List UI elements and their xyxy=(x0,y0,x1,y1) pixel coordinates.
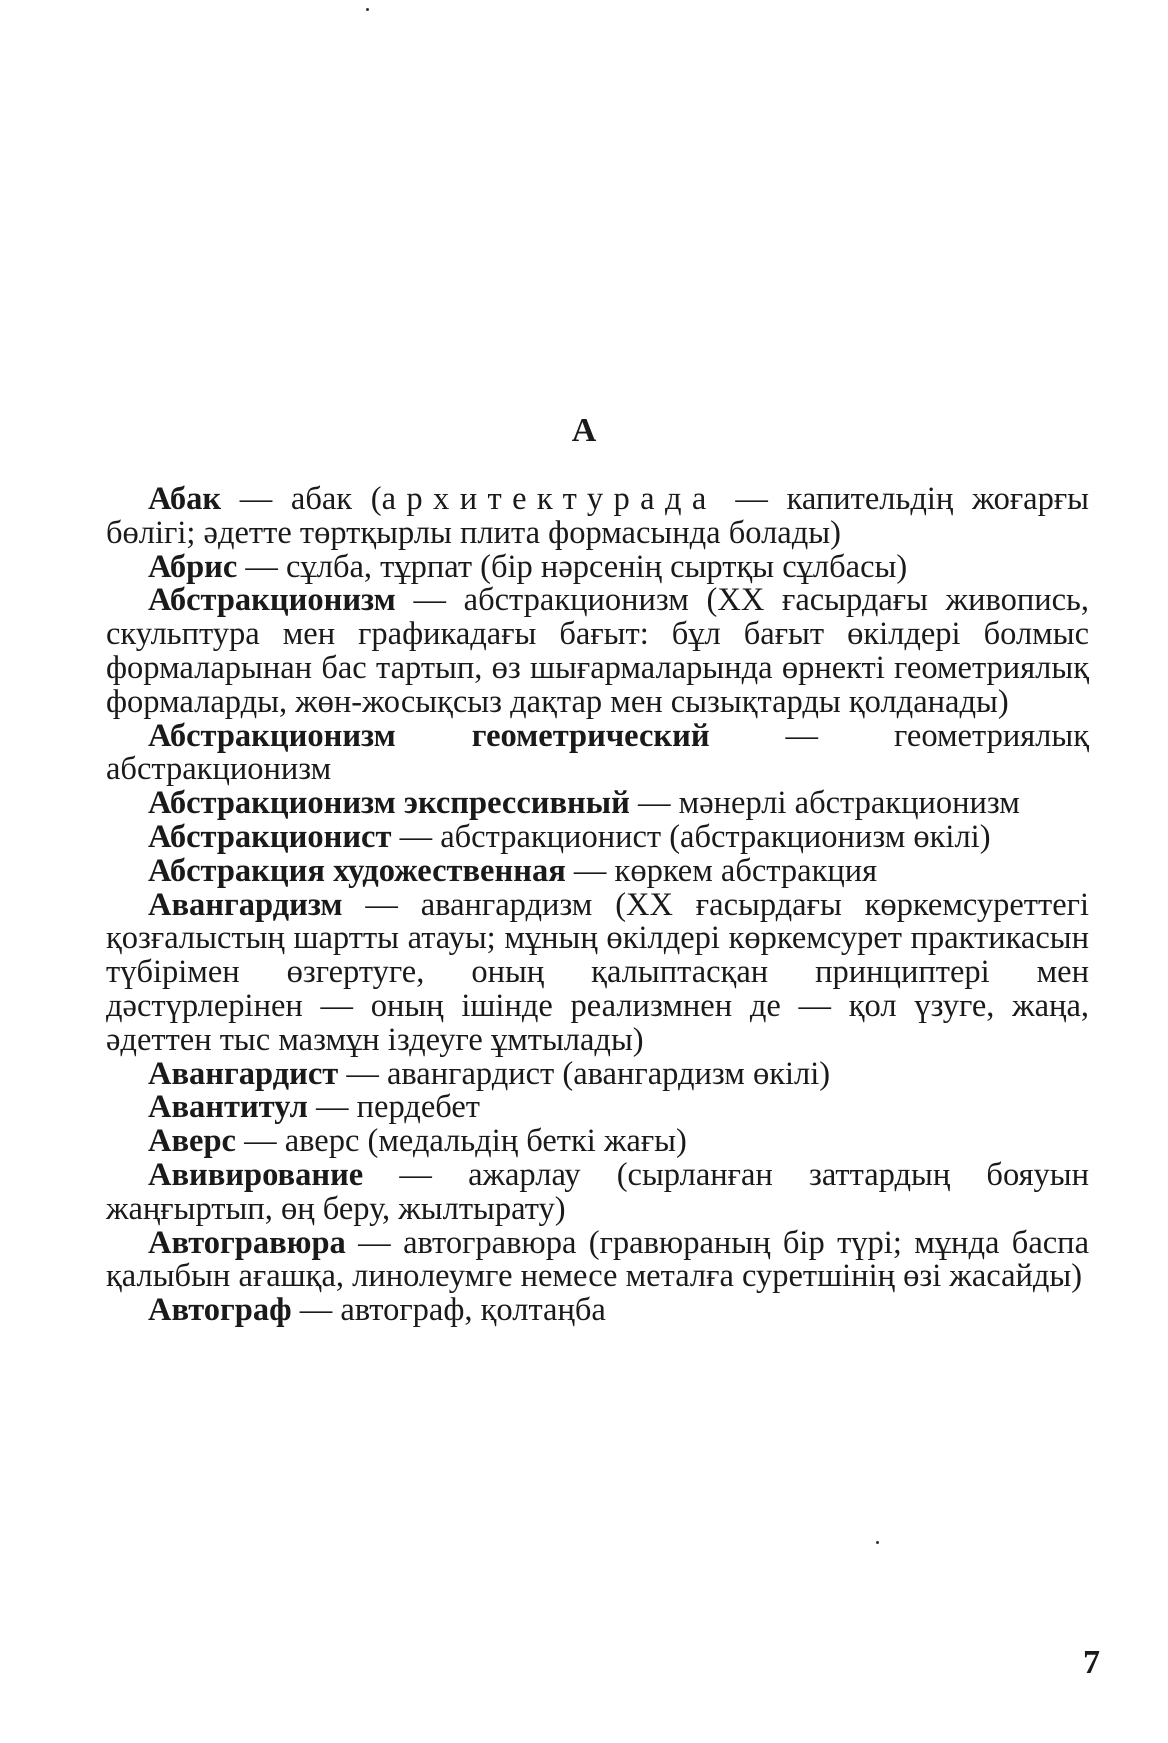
entry-definition: мәнерлі абстракционизм xyxy=(678,785,1020,822)
entry-definition: авангардизм (XX ғасырдағы көркемсуреттегі қозғалыстың шартты атауы; мұның өкілдері көркемсурет практикасын түбірімен өзгертуге, оның қалыптасқан принциптері мен дәстүрлерінен — оның ішінде реализмнен де — қол үзуге, жаңа, әдеттен тыс мазмұн іздеуге ұмтылады) xyxy=(106,886,1089,1058)
entry-definition: абстракционизм (XX ғасырдағы живопись, скульптура мен графикадағы бағыт: бұл бағыт өкілдері болмыс формаларынан бас тартып, өз шығармаларында өрнекті геометриялық формаларды, жөн-жосықсыз дақтар мен сызықтарды қолданады) xyxy=(106,582,1090,720)
dictionary-entry xyxy=(106,1091,1089,1125)
entry-dash: — xyxy=(565,852,615,889)
print-speck xyxy=(876,1541,879,1544)
entry-term: Авантитул xyxy=(148,1089,308,1126)
entry-term: Абстракционист xyxy=(148,818,392,855)
entry-definition-prefix: абак ( xyxy=(290,481,382,517)
entry-dash: — xyxy=(345,1224,404,1261)
dictionary-entry xyxy=(106,584,1089,719)
entry-term: Абрис xyxy=(148,548,238,585)
entry-definition: авангардист (авангардизм өкілі) xyxy=(386,1055,831,1092)
entry-term: Абстракция художественная xyxy=(148,852,566,889)
dictionary-entry xyxy=(106,818,1089,855)
page-number: 7 xyxy=(1083,1644,1100,1681)
entry-dash: — xyxy=(395,582,464,619)
dictionary-entry xyxy=(106,1156,1090,1227)
dictionary-entry xyxy=(106,1224,1089,1295)
dictionary-entry xyxy=(106,483,1089,551)
entry-dash: — xyxy=(338,1055,387,1092)
dictionary-entry xyxy=(106,1125,1089,1159)
entry-dash: — xyxy=(363,1156,469,1193)
entry-definition: пердебет xyxy=(356,1089,480,1126)
entry-dash: — xyxy=(709,717,895,754)
entry-definition: ажарлау (сырланған заттардың бояуын жаңғыртып, өң беру, жылтырату) xyxy=(106,1156,1090,1227)
entry-term: Аверс xyxy=(148,1123,236,1160)
entry-dash: — xyxy=(629,785,679,822)
entry-term: Абстракционизм экспрессивный xyxy=(148,785,630,822)
print-speck xyxy=(366,8,369,11)
entry-definition: — капительдің жоғарғы бөлігі; әдетте төртқырлы плита формасында болады) xyxy=(106,481,1090,551)
dictionary-entry xyxy=(106,1294,1089,1328)
entry-definition: аверс (медальдің беткі жағы) xyxy=(284,1123,687,1160)
dictionary-entry xyxy=(106,1055,1089,1092)
entry-dash: — xyxy=(221,481,291,517)
section-letter: А xyxy=(571,412,597,449)
entry-dash: — xyxy=(307,1089,357,1126)
entry-term: Авангардист xyxy=(148,1055,339,1092)
entry-term: Автограф xyxy=(148,1292,292,1329)
entry-term: Абак xyxy=(148,481,222,517)
entry-definition-spaced: архитектурада xyxy=(381,481,717,517)
dictionary-entry xyxy=(106,548,1089,585)
entry-definition: абстракционист (абстракционизм өкілі) xyxy=(440,818,991,855)
entry-term: Автогравюра xyxy=(148,1224,346,1261)
entry-definition: сұлба, тұрпат (бір нәрсенің сыртқы сұлбасы) xyxy=(286,548,908,585)
entry-term: Абстракционизм геометрический xyxy=(148,717,710,754)
dictionary-entry xyxy=(106,787,1089,821)
entry-term: Авангардизм xyxy=(148,886,343,923)
dictionary-entry xyxy=(106,886,1089,1058)
entry-definition: көркем абстракция xyxy=(614,852,878,889)
entry-dash: — xyxy=(391,818,441,855)
entry-dash: — xyxy=(342,886,421,923)
entry-definition: геометриялық абстракционизм xyxy=(106,717,1089,788)
dictionary-entries xyxy=(106,483,1089,1328)
entry-dash: — xyxy=(235,1123,285,1160)
entry-dash: — xyxy=(237,548,287,585)
entry-dash: — xyxy=(291,1292,341,1329)
entry-term: Авивирование xyxy=(148,1156,364,1193)
dictionary-entry xyxy=(106,852,1089,889)
entry-term: Абстракционизм xyxy=(148,582,396,619)
dictionary-entry xyxy=(106,717,1089,788)
entry-definition: автограф, қолтаңба xyxy=(340,1292,606,1329)
entry-definition: автогравюра (гравюраның бір түрі; мұнда баспа қалыбын ағашқа, линолеумге немесе металға суретшінің өзі жасайды) xyxy=(106,1224,1089,1295)
